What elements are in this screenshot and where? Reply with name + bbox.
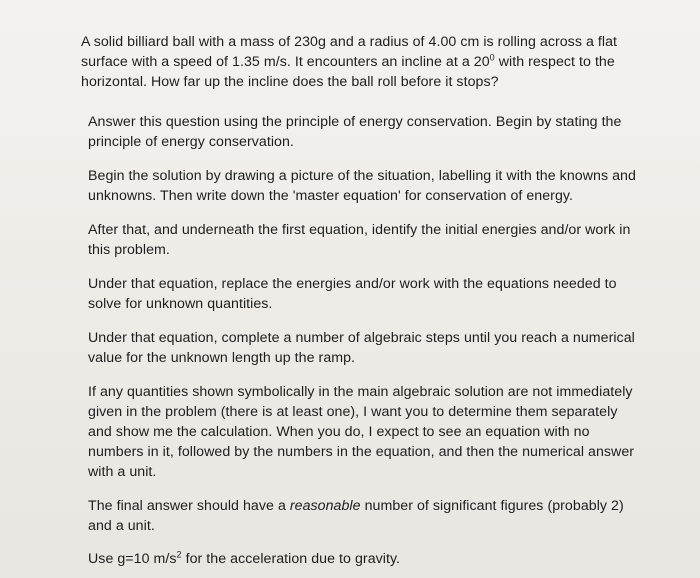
sigfig-text-part2: number of significant figures (probably 2) and a unit. [88,498,624,534]
problem-text-part2: with respect to the horizontal. How far up the incline does the ball roll before it stops? [81,54,615,90]
instruction-significant-figures [88,496,636,536]
gravity-text-part2: for the acceleration due to gravity. [181,551,401,567]
degree-superscript: 0 [489,52,495,63]
sigfig-text-part1: The final answer should have a [88,498,290,514]
instruction-replace-energies: Under that equation, replace the energies and/or work with the equations needed to solve for unknown quantities. [88,276,617,312]
instruction-draw-picture: Begin the solution by drawing a picture of the situation, labelling it with the knowns and unknowns. Then write down the 'master equation' for conservation of energy. [88,168,636,204]
squared-superscript: 2 [176,549,182,560]
problem-statement [81,32,636,92]
instruction-algebraic-steps: Under that equation, complete a number of algebraic steps until you reach a numerical value for the unknown length up the ramp. [88,330,635,366]
instruction-unknown-quantities: If any quantities shown symbolically in the main algebraic solution are not immediately given in the problem (there is at least one), I want you to determine them separately and show me the calculation. When you do, I expect to see an equation with no numbers in it, followed by the numbers in the equation, and then the numerical answer with a unit. [88,384,635,480]
problem-text-part1: A solid billiard ball with a mass of 230g and a radius of 4.00 cm is rolling across a flat surface with a speed of 1.35 m/s. It encounters an incline at a 20 [81,34,618,70]
instruction-initial-energies: After that, and underneath the first equation, identify the initial energies and/or work in this problem. [88,222,631,258]
instruction-energy-conservation: Answer this question using the principle of energy conservation. Begin by stating the principle of energy conservation. [88,114,622,150]
gravity-text-part1: Use g=10 m/s [88,551,177,567]
instruction-gravity [88,549,636,569]
sigfig-emphasis: reasonable [289,498,361,514]
